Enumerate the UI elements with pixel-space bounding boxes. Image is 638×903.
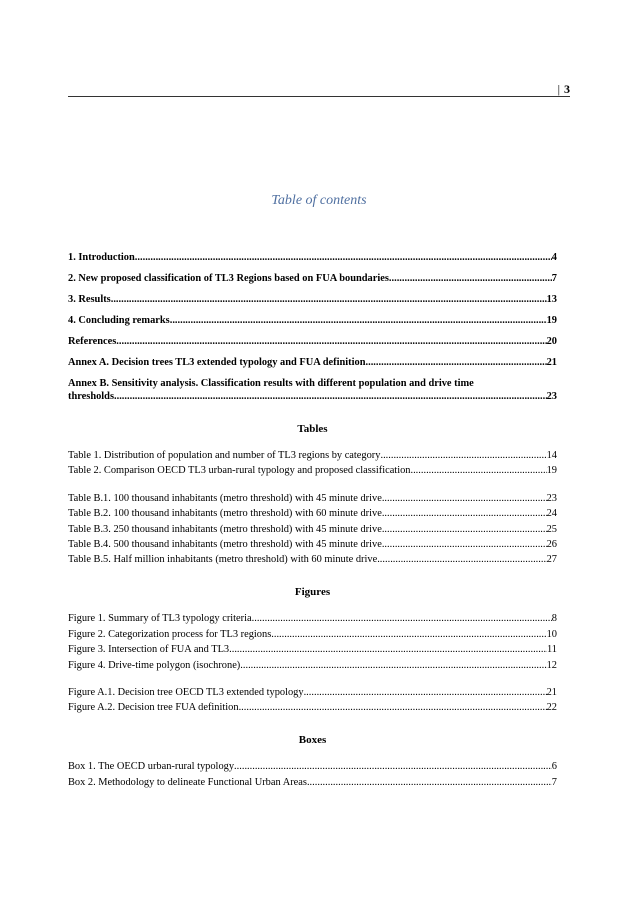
toc-entry[interactable]: 3. Results ..... 13 (68, 293, 557, 306)
figures-list (68, 612, 557, 714)
figure-entry[interactable]: Figure 1. Summary of TL3 typology criteria ..... 8 (68, 612, 557, 625)
table-entry[interactable]: Table B.4. 500 thousand inhabitants (metro threshold) with 45 minute drive ..... 26 (68, 538, 557, 551)
toc-entry-annex-b[interactable]: Annex B. Sensitivity analysis. Classification results with different population and drive time thresholds ..... 23 (68, 377, 557, 403)
toc-main-entries (68, 251, 557, 403)
toc-entry[interactable]: 4. Concluding remarks ..... 19 (68, 314, 557, 327)
toc-entry[interactable]: 1. Introduction ..... 4 (68, 251, 557, 264)
boxes-list (68, 760, 557, 788)
figure-entry[interactable]: Figure 2. Categorization process for TL3 regions ..... 10 (68, 628, 557, 641)
toc (68, 251, 557, 791)
page-number (558, 82, 570, 97)
table-entry[interactable]: Table B.2. 100 thousand inhabitants (metro threshold) with 60 minute drive ..... 24 (68, 507, 557, 520)
boxes-heading: Boxes (298, 734, 327, 747)
table-entry[interactable]: Table B.5. Half million inhabitants (metro threshold) with 60 minute drive ..... 27 (68, 553, 557, 566)
table-entry[interactable]: Table 1. Distribution of population and number of TL3 regions by category ..... 14 (68, 449, 557, 462)
table-entry[interactable]: Table 2. Comparison OECD TL3 urban-rural typology and proposed classification ..... 19 (68, 464, 557, 477)
toc-entry[interactable]: References ..... 20 (68, 335, 557, 348)
figure-entry[interactable]: Figure 3. Intersection of FUA and TL3 ..... 11 (68, 643, 557, 656)
figure-entry[interactable]: Figure 4. Drive-time polygon (isochrone) ..... 12 (68, 659, 557, 672)
figure-entry[interactable]: Figure A.1. Decision tree OECD TL3 extended typology ..... 21 (68, 686, 557, 699)
toc-entry[interactable]: 2. New proposed classification of TL3 Regions based on FUA boundaries ..... 7 (68, 272, 557, 285)
figure-entry[interactable]: Figure A.2. Decision tree FUA definition ..... 22 (68, 701, 557, 714)
box-entry[interactable]: Box 1. The OECD urban-rural typology ..... 6 (68, 760, 557, 773)
figures-heading: Figures (294, 586, 331, 599)
header-rule (68, 96, 570, 97)
toc-title: Table of contents (271, 193, 367, 208)
toc-entry[interactable]: Annex A. Decision trees TL3 extended typology and FUA definition ..... 21 (68, 356, 557, 369)
box-entry[interactable]: Box 2. Methodology to delineate Functional Urban Areas ..... 7 (68, 776, 557, 789)
tables-heading: Tables (297, 423, 328, 435)
table-entry[interactable]: Table B.1. 100 thousand inhabitants (metro threshold) with 45 minute drive ..... 23 (68, 492, 557, 505)
table-entry[interactable]: Table B.3. 250 thousand inhabitants (metro threshold) with 45 minute drive ..... 25 (68, 523, 557, 536)
page-number-separator: | (557, 82, 560, 96)
page-number-value: 3 (564, 82, 570, 96)
tables-list (68, 449, 557, 566)
